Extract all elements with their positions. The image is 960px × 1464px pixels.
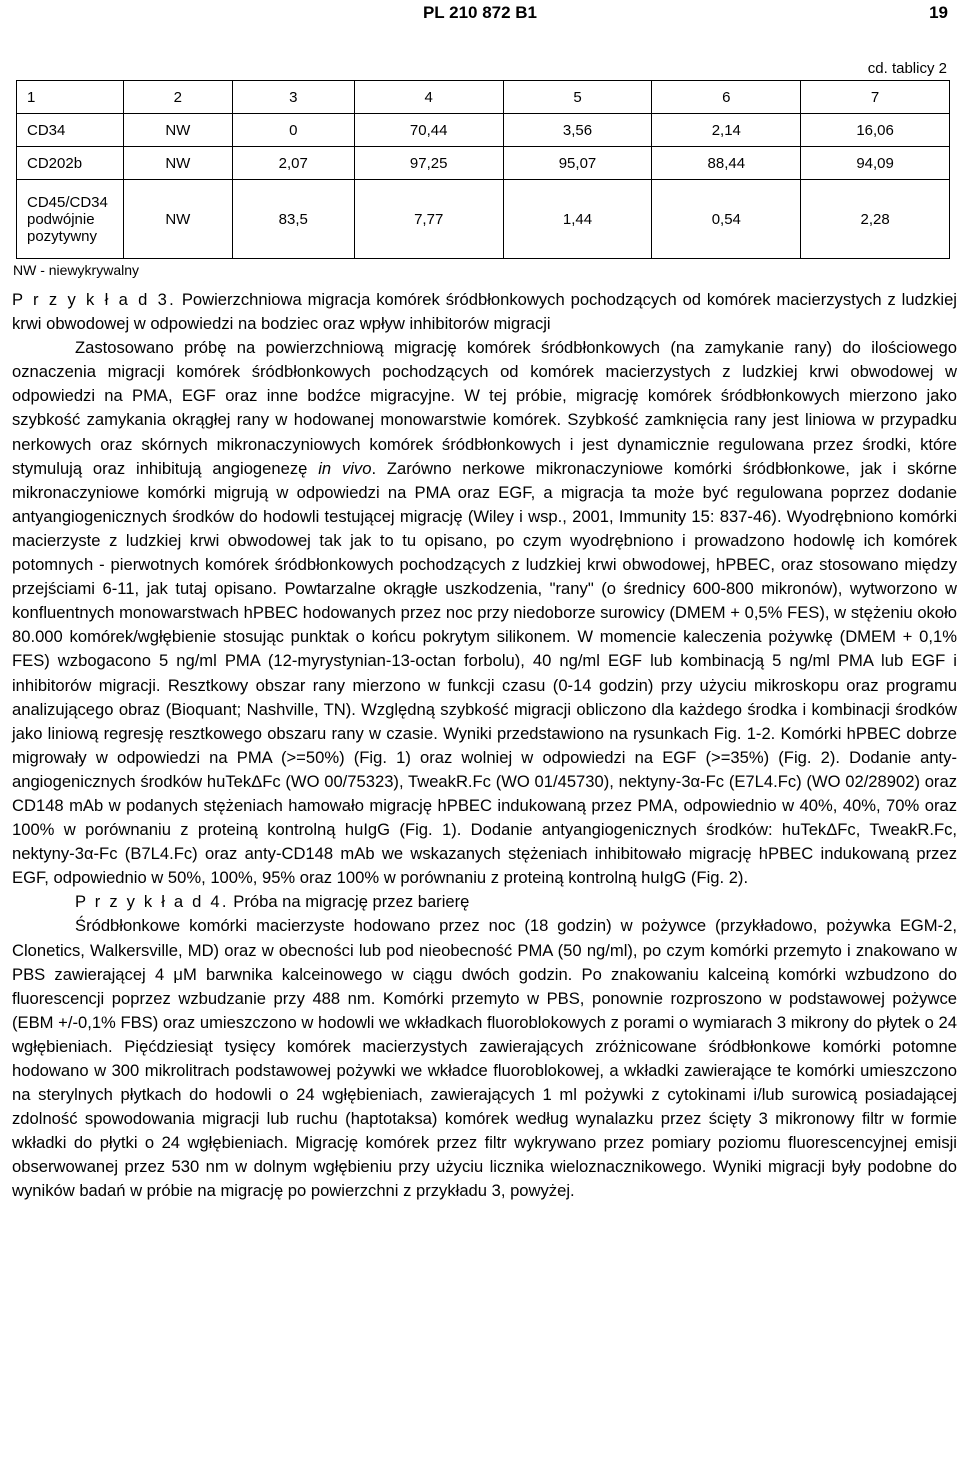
- table-footnote: NW - niewykrywalny: [13, 262, 140, 278]
- table-row: [17, 180, 950, 259]
- table-cell: 1,44: [503, 180, 652, 259]
- table-cell: 7,77: [354, 180, 503, 259]
- table-cell: 3,56: [503, 114, 652, 147]
- body-text: [12, 288, 957, 1204]
- paragraph: Śródbłonkowe komórki macierzyste hodowano przez noc (18 godzin) w pożywce (przykładowo, pożywka EGM-2, Clonetics, Walkersville, MD) oraz w obecności lub pod nieobecność PMA (50 ng/ml), po czym komórki przemyto i znakowano w PBS zawierającej 4 μM barwnika kalceinowego w ciągu dwóch godzin. Po znakowaniu kalceiną komórki wzbudzono do fluorescencji poprzez wzbudzanie przy 488 nm. Komórki przemyto w PBS, ponownie rozproszono w podstawowej pożywce (EBM +/-0,1% FBS) oraz umieszczono w hodowli we wkładkach fluoroblokowych z porami o wymiarach 3 mikrony do płytek o 24 wgłębieniach. Pięćdziesiąt tysięcy komórek macierzystych zawierających zróżnicowane śródbłonkowe komórki potomne hodowano w 300 mikrolitrach podstawowej pożywki we wkładce fluoroblokowej, a wkładki zawierające te komórki umieszczono na sterylnych płytkach do hodowli o 24 wgłębieniach, zawierających 1 ml pożywki z cytokinami i/lub surowicą posiadającej zdolność spowodowania migracji lub ruchu (haptotaksa) komórek według wynalazku przez ścięty 3 mikronowy filtr w formie wkładki do płytki o 24 wgłębieniach. Migrację komórek przez filtr wykrywano przez pomiary poziomu fluorescencyjnej emisji obserwowanej przez 530 nm w dolnym wgłębieniu przy użyciu licznika wieloznacznikowego. Wyniki migracji były podobne do wyników badań w próbie na migrację po powierzchni z przykładu 3, powyżej.: [12, 916, 957, 1201]
- example-label: P r z y k ł a d 4.: [75, 892, 229, 912]
- column-header: 7: [801, 81, 950, 114]
- patent-number: PL 210 872 B1: [422, 3, 538, 22]
- table-cell: 0: [232, 114, 354, 147]
- table-cell: 2,07: [232, 147, 354, 180]
- data-table: [16, 80, 950, 259]
- table-cell: 94,09: [801, 147, 950, 180]
- table-cell: 70,44: [354, 114, 503, 147]
- example-title: Powierzchniowa migracja komórek śródbłonkowych pochodzących od komórek macierzystych z ludzkiej krwi obwodowej w odpowiedzi na bodziec oraz wpływ inhibitorów migracji: [12, 290, 957, 334]
- table-cell: 95,07: [503, 147, 652, 180]
- label-line: podwójnie: [27, 210, 95, 228]
- table-header-row: [17, 81, 950, 114]
- table-cell-label: [17, 180, 124, 259]
- page-header: [0, 0, 960, 40]
- paragraph-text: Zastosowano próbę na powierzchniową migrację komórek śródbłonkowych (na zamykanie rany) do ilościowego oznaczenia migracji komórek śródbłonkowych pochodzących od komórek macierzystych z ludzkiej krwi obwodowej w odpowiedzi na PMA, EGF oraz inne bodźce migracyjne. W tej próbie, migrację komórek śródbłonkowych mierzono jako szybkość zamykania okrągłej rany w hodowanej monowarstwie komórek. Szybkość zamknięcia rany jest liniowa w przypadku nerkowych oraz skórnych mikronaczyniowych komórek śródbłonkowych i jest dynamicznie regulowana przez środki, które stymulują oraz inhibitują angiogenezę: [12, 338, 957, 478]
- column-header: 4: [354, 81, 503, 114]
- page-number: 19: [929, 3, 948, 22]
- table-row: [17, 147, 950, 180]
- table-cell: NW: [124, 180, 233, 259]
- column-header: 1: [17, 81, 124, 114]
- column-header: 5: [503, 81, 652, 114]
- column-header: 3: [232, 81, 354, 114]
- table-cell: 0,54: [652, 180, 801, 259]
- label-line: pozytywny: [27, 227, 98, 245]
- column-header: 2: [124, 81, 233, 114]
- table-cell: 88,44: [652, 147, 801, 180]
- label-line: CD45/CD34: [27, 193, 108, 211]
- table-cell: CD202b: [17, 147, 124, 180]
- table-cell: NW: [124, 114, 233, 147]
- example-label: P r z y k ł a d 3.: [12, 290, 176, 309]
- paragraph-text: . Zarówno nerkowe mikronaczyniowe komórki śródbłonkowe, jak i skórne mikronaczyniowe komórki migrują w odpowiedzi na PMA oraz EGF, a migracja ta może być regulowana poprzez dodanie antyangiogenicznych środków do hodowli testującej migrację (Wiley i wsp., 2001, Immunity 15: 837-46). Wyodrębniono komórki macierzyste z ludzkiej krwi obwodowej tak jak to tu opisano, po czym wyodrębniono i prowadzono hodowlę ich komórek potomnych - pierwotnych komórek śródbłonkowych pochodzących z ludzkiej krwi obwodowej, hPBEC, oraz stosowano między przejściami 6-11, jak tutaj opisano. Powtarzalne okrągłe uszkodzenia, "rany" (o średnicy 600-800 mikronów), wytworzono w konfluentnych monowarstwach hPBEC hodowanych przez noc przy niedoborze surowicy (DMEM + 0,5% FES), w stężeniu około 80.000 komórek/wgłębienie stosując punktak o końcu pokrytym silikonem. W momencie kaleczenia pożywkę (DMEM + 0,1% FES) wzbogacono 5 ng/ml PMA (12-myrystynian-13-octan forbolu), 40 ng/ml EGF lub kombinacją 5 ng/ml PMA lub EGF i inhibitorów migracji. Resztkowy obszar rany mierzono w funkcji czasu (0-14 godzin) przy użyciu mikroskopu oraz programu analizującego obraz (Bioquant; Nashville, TN). Względną szybkość migracji obliczono dla każdego środka i kombinacji środków jako liniową regresję resztkowego obszaru rany w czasie. Wyniki przedstawiono na rysunkach Fig. 1-2. Komórki hPBEC dobrze migrowały w odpowiedzi na PMA (>=50%) (Fig. 1) oraz wolniej w odpowiedzi na EGF (>=35%) (Fig. 2). Dodanie anty-angiogenicznych środków huTekΔFc (WO 00/75323), TweakR.Fc (WO 01/45730), nektyny-3α-Fc (E7L4.Fc) (WO 02/28902) oraz CD148 mAb w podanych stężeniach hamowało migrację hPBEC indukowaną przez PMA, odpowiednio w 40%, 40%, 70% oraz 100% w porównaniu z proteiną kontrolną huIgG (Fig. 1). Dodanie antyangiogenicznych środków: huTekΔFc, TweakR.Fc, nektyny-3α-Fc (B7L4.Fc) oraz anty-CD148 mAb we wskazanych stężeniach inhibitowało migrację hPBEC indukowaną przez EGF, odpowiednio w 50%, 100%, 95% oraz 100% w porównaniu z proteiną kontrolną huIgG (Fig. 2).: [12, 458, 957, 888]
- table-cell: 2,28: [801, 180, 950, 259]
- table-cell: CD34: [17, 114, 124, 147]
- example-4-heading: [12, 890, 957, 914]
- italic-term: in vivo: [318, 458, 372, 478]
- table-cell: NW: [124, 147, 233, 180]
- paragraph: [12, 336, 957, 890]
- example-3-heading: [12, 288, 957, 336]
- table-cell: 97,25: [354, 147, 503, 180]
- table-continued-label: cd. tablicy 2: [867, 60, 947, 77]
- table-cell: 83,5: [232, 180, 354, 259]
- example-title: Próba na migrację przez barierę: [228, 892, 470, 912]
- table-row: [17, 114, 950, 147]
- column-header: 6: [652, 81, 801, 114]
- table-cell: 16,06: [801, 114, 950, 147]
- table-cell: 2,14: [652, 114, 801, 147]
